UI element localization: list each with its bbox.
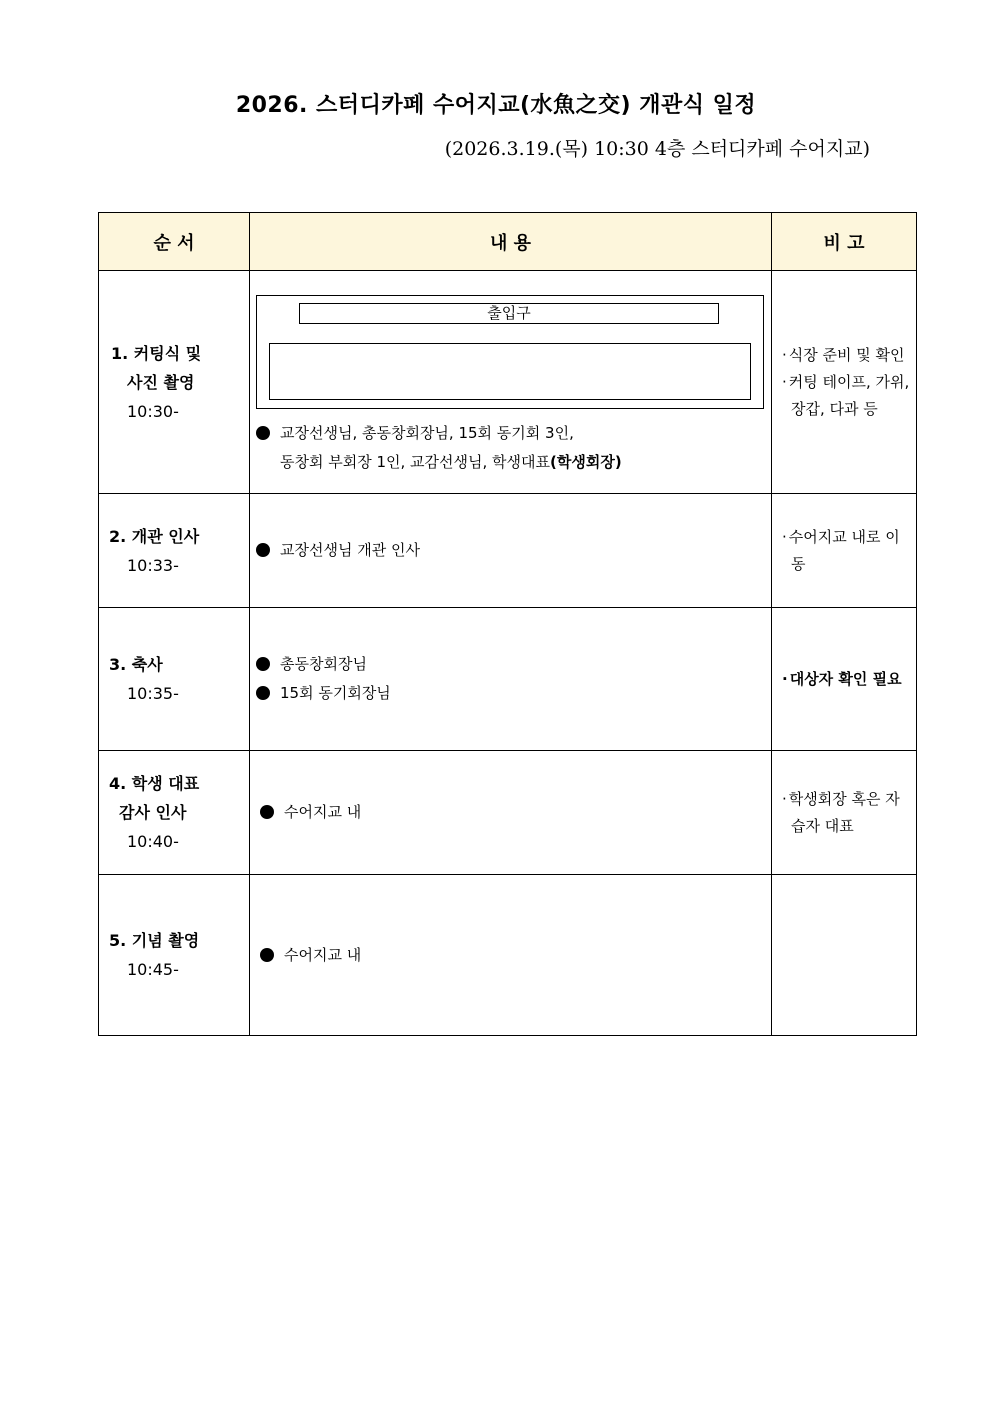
row-notes bbox=[772, 271, 917, 494]
list-item bbox=[256, 536, 771, 565]
note-item: · 학생회장 혹은 자습자 대표 bbox=[782, 786, 912, 840]
content-text-bold: (학생회장) bbox=[550, 453, 622, 471]
content-text: 동창회 부회장 1인, 교감선생님, 학생대표 bbox=[280, 453, 550, 471]
table-row bbox=[99, 751, 917, 875]
table-row bbox=[99, 875, 917, 1036]
row-content bbox=[250, 608, 772, 751]
document-subtitle: (2026.3.19.(목) 10:30 4층 스터디카페 수어지교) bbox=[444, 138, 870, 160]
bullet-icon bbox=[260, 948, 274, 962]
content-text: 총동창회장님 bbox=[280, 655, 367, 673]
content-text: 교장선생님, 총동창회장님, 15회 동기회 3인, bbox=[280, 424, 574, 442]
order-label: 3. 축사 bbox=[109, 655, 163, 674]
stage-box bbox=[269, 343, 751, 400]
order-label: 감사 인사 bbox=[119, 803, 187, 822]
row-notes bbox=[772, 875, 917, 1036]
bullet-icon bbox=[256, 543, 270, 557]
order-label: 4. 학생 대표 bbox=[109, 774, 200, 793]
row-content bbox=[250, 751, 772, 875]
order-time: 10:33- bbox=[127, 555, 179, 575]
order-label: 1. 커팅식 및 bbox=[111, 343, 202, 363]
list-item bbox=[256, 419, 771, 448]
content-text: 수어지교 내 bbox=[284, 945, 362, 964]
list-item bbox=[256, 650, 771, 679]
list-item bbox=[256, 679, 771, 708]
document-title: 2026. 스터디카페 수어지교(水魚之交) 개관식 일정 bbox=[235, 93, 757, 118]
row-order bbox=[99, 494, 250, 608]
bullet-icon bbox=[256, 426, 270, 440]
bullet-icon bbox=[256, 686, 270, 700]
row-order bbox=[99, 608, 250, 751]
layout-diagram bbox=[256, 295, 764, 409]
order-time: 10:30- bbox=[127, 401, 179, 421]
row-order bbox=[99, 875, 250, 1036]
header-content: 내 용 bbox=[250, 213, 772, 271]
row-content bbox=[250, 494, 772, 608]
order-time: 10:40- bbox=[127, 832, 179, 851]
list-item bbox=[260, 798, 771, 827]
order-time: 10:35- bbox=[127, 684, 179, 703]
note-item: · 커팅 테이프, 가위, 장갑, 다과 등 bbox=[782, 369, 912, 423]
note-item: · 수어지교 내로 이동 bbox=[782, 524, 912, 578]
row-order bbox=[99, 751, 250, 875]
table-header-row bbox=[99, 213, 917, 271]
note-item: · 식장 준비 및 확인 bbox=[782, 342, 912, 369]
bullet-icon bbox=[260, 805, 274, 819]
order-label: 사진 촬영 bbox=[127, 372, 195, 392]
order-label: 2. 개관 인사 bbox=[109, 526, 200, 546]
row-content bbox=[250, 875, 772, 1036]
table-row bbox=[99, 494, 917, 608]
header-notes: 비 고 bbox=[772, 213, 917, 271]
list-item-continued bbox=[256, 448, 771, 477]
schedule-table bbox=[98, 212, 917, 1036]
content-text: 교장선생님 개관 인사 bbox=[280, 541, 420, 559]
table-row bbox=[99, 608, 917, 751]
bullet-icon bbox=[256, 657, 270, 671]
list-item bbox=[260, 941, 771, 970]
row-order bbox=[99, 271, 250, 494]
order-time: 10:45- bbox=[127, 960, 179, 979]
entrance-box: 출입구 bbox=[299, 303, 719, 324]
header-order: 순 서 bbox=[99, 213, 250, 271]
order-label: 5. 기념 촬영 bbox=[109, 931, 200, 950]
row-notes bbox=[772, 494, 917, 608]
row-notes bbox=[772, 608, 917, 751]
table-row bbox=[99, 271, 917, 494]
note-item: · 대상자 확인 필요 bbox=[782, 666, 912, 693]
row-notes bbox=[772, 751, 917, 875]
content-text: 수어지교 내 bbox=[284, 803, 362, 821]
row-content bbox=[250, 271, 772, 494]
content-text: 15회 동기회장님 bbox=[280, 684, 391, 702]
